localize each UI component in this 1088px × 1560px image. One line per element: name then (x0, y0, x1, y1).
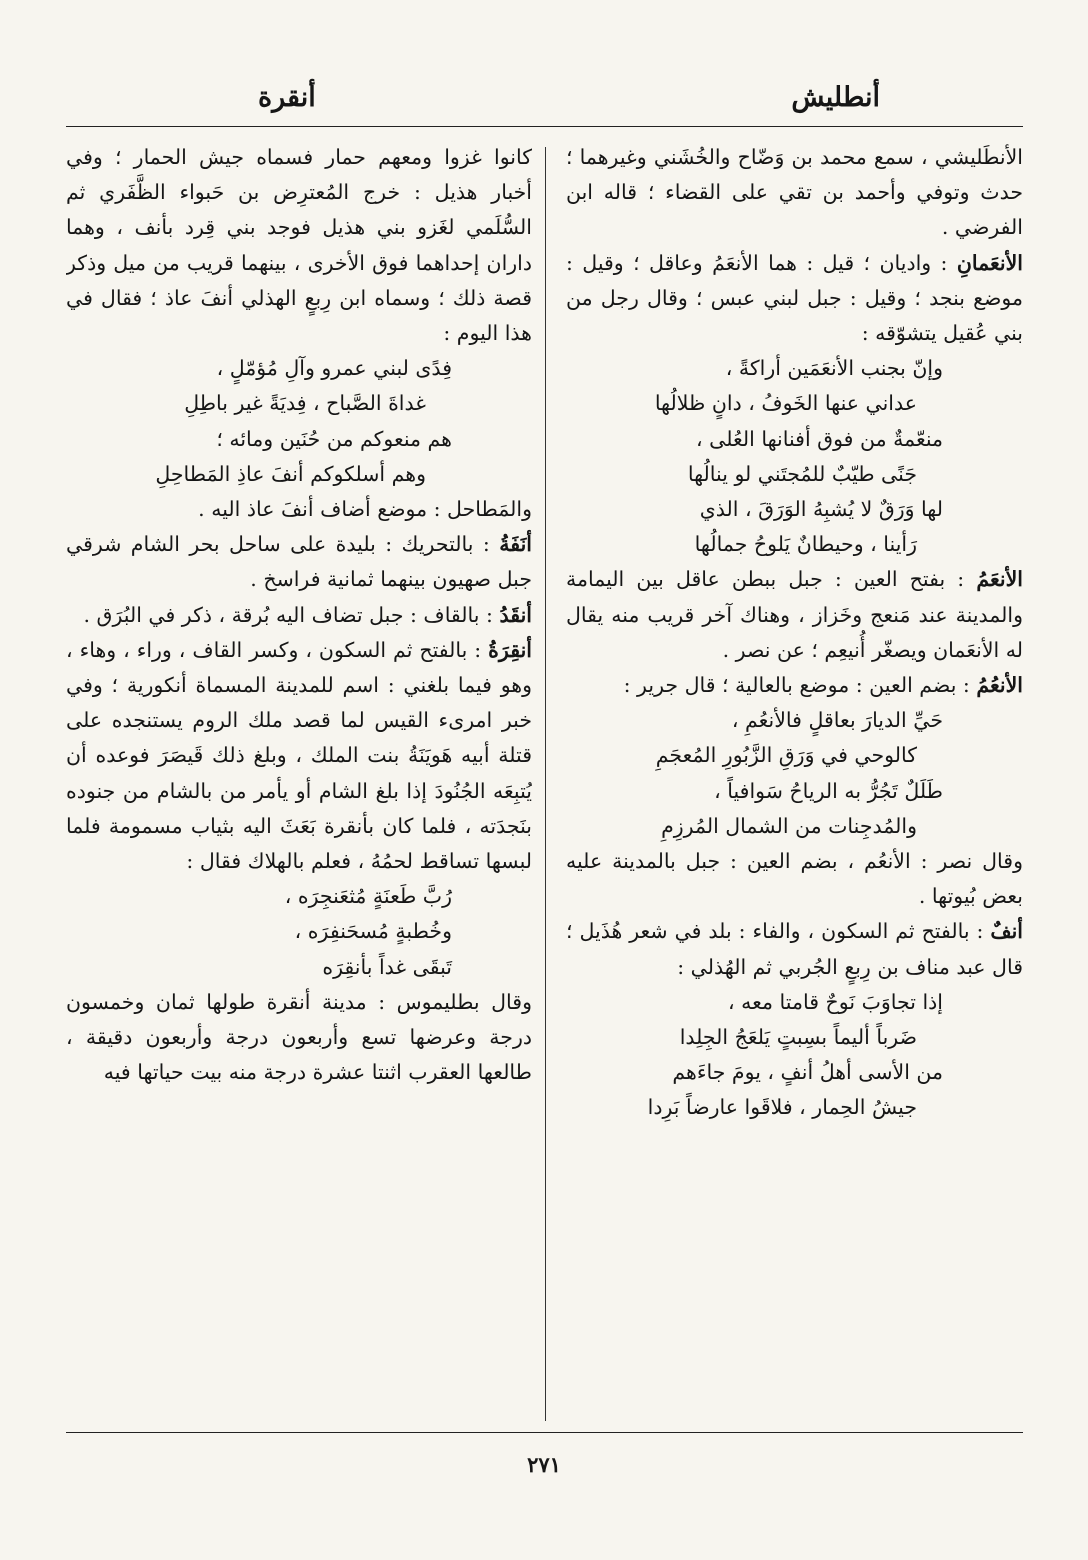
verse-line: لها وَرَقٌ لا يُشبِهُ الوَرَقَ ، الذي (699, 497, 943, 522)
left-column (66, 140, 532, 1425)
verse-line: من الأسى أهلُ أنفٍ ، يومَ جاءَهم (672, 1060, 943, 1085)
verse-line: وإنّ بجنب الأنعَمَين أراكةً ، (725, 356, 943, 381)
entry-headword: أنقَدُ (499, 602, 532, 627)
verse-line: إذا تجاوَبَ نَوحٌ قامتا معه ، (728, 989, 943, 1014)
page-number: ٢٧١ (527, 1452, 561, 1477)
running-header-left: أنقرة (258, 82, 316, 113)
verse-line: حَيِّ الديارَ بعاقلٍ فالأنعُمِ ، (731, 708, 943, 733)
verse (566, 985, 1023, 1055)
verse (566, 1055, 1023, 1125)
verse-line: غداةَ الصَّباح ، فِديَةً غير باطِلِ (184, 391, 426, 416)
verse-line: جيشُ الحِمار ، فلاقَوا عارضاً بَرِدا (647, 1095, 917, 1120)
entry-headword: الأنعُمُ (976, 673, 1023, 698)
header-rule (66, 126, 1023, 127)
dictionary-entry (566, 668, 1023, 703)
entry-text: : واديان ؛ قيل : هما الأنعَمُ وعاقل ؛ وقيل : موضع بنجد ؛ وقيل : جبل لبني عبس ؛ وقال رجل من بني عُقيل يتشوّقه : (566, 250, 1023, 346)
verse (566, 492, 1023, 562)
dictionary-entry (66, 598, 532, 633)
column-divider (545, 147, 546, 1421)
verse-line: رَأينا ، وحيطانٌ يَلوحُ جمالُها (694, 532, 917, 557)
entry-text: : بالقاف : جبل تضاف اليه بُرقة ، ذكر في البُرَق . (83, 602, 500, 627)
entry-text: : بالفتح ثم السكون ، والفاء : بلد في شعر هُذَيل ؛ قال عبد مناف بن رِبعٍ الجُربي ثم الهُذلي : (566, 919, 1023, 979)
paragraph: والمَطاحل : موضع أضاف أنفَ عاذ اليه . (198, 497, 532, 522)
verse-line: جَنًى طيّبٌ للمُجتَني لو ينالُها (687, 461, 917, 486)
verse-line: طَلَلٌ تَجُرُّ به الرياحُ سَوافياً ، (714, 778, 943, 803)
entry-text: : بالتحريك : بليدة على ساحل بحر الشام شرقي جبل صهيون بينهما ثمانية فراسخ . (66, 532, 532, 592)
verse-line: منعّمةٌ من فوق أفنانها العُلى ، (695, 426, 943, 451)
entry-headword: أنفٌ (990, 919, 1023, 944)
verse (566, 422, 1023, 492)
dictionary-entry (566, 914, 1023, 984)
verse-line: عداني عنها الخَوفُ ، دانٍ ظلالُها (654, 391, 917, 416)
verse-line: وهم أسلكوكم أنفَ عاذِ المَطاحِلِ (155, 461, 426, 486)
verse (66, 879, 532, 985)
verse-line: هم منعوكم من حُنَين ومائه ؛ (216, 426, 452, 451)
verse (566, 774, 1023, 844)
verse (66, 422, 532, 492)
right-column (566, 140, 1023, 1425)
verse-line: تَبقَى غداً بأنقِرَه (322, 954, 452, 979)
entry-text: : بضم العين : موضع بالعالية ؛ قال جرير : (623, 673, 977, 698)
verse (566, 703, 1023, 773)
entry-headword: أنَفَةُ (499, 532, 532, 557)
paragraph: وقال نصر : الأنعُم ، بضم العين : جبل بالمدينة عليه بعض بُيوتها . (566, 849, 1023, 909)
paragraph: كانوا غزوا ومعهم حمار فسماه جيش الحمار ؛ وفي أخبار هذيل : خرج المُعترِض بن حَبواء الظَّفَري ثم السُّلَمي لغَزو بني هذيل فوجد بني قِرد بأنف ، وهما داران إحداهما فوق الأخرى ، بينهما قريب من ميل وذكر قصة ذلك ؛ وسماه ابن رِبعٍ الهذلي أنفَ عاذ ؛ فقال في هذا اليوم : (66, 145, 532, 346)
verse-line: وخُطبةٍ مُسحَنفِرَه ، (294, 919, 452, 944)
entry-headword: الأنعَمُ (976, 567, 1023, 592)
verse-line: رُبَّ طَعنَةٍ مُثعَنجِرَه ، (284, 884, 452, 909)
verse (566, 351, 1023, 421)
entry-text: : بالفتح ثم السكون ، وكسر القاف ، وراء ، وهاء ، وهو فيما بلغني : اسم للمدينة المسماة أنكورية ؛ وفي خبر امرىء القيس لما قصد ملك الروم يستنجده على قتلة أبيه هَويَنَةُ بنت الملك ، وبلغ ذلك قَيصَرَ فوعده أن يُتبِعَه الجُنُودَ إذا بلغ الشام أو يأمر من بالشام من جنوده بنَجدَته ، فلما كان بأنقرة بَعَثَ اليه بثياب مسمومة فلما لبسها تساقط لحمُهُ ، فعلم بالهلاك فقال : (66, 637, 532, 874)
verse-line: فِدًى لبني عمرو وآلِ مُؤمّلٍ ، (216, 356, 452, 381)
entry-headword: أنقِرَةُ (488, 637, 532, 662)
verse-line: والمُدجِنات من الشمال المُرزِمِ (661, 813, 917, 838)
dictionary-entry (66, 527, 532, 597)
paragraph: وقال بطليموس : مدينة أنقرة طولها ثمان وخمسون درجة وعرضها تسع وأربعون درجة وأربعون دقيقة ، طالعها العقرب اثنتا عشرة درجة منه بيت حياتها فيه (66, 989, 532, 1085)
footer-rule (66, 1432, 1023, 1433)
dictionary-entry (566, 562, 1023, 668)
dictionary-entry (66, 633, 532, 879)
verse-line: ضَرباً أليماً بسِبتٍ يَلعَجُ الجِلِدا (679, 1025, 917, 1050)
entry-headword: الأنعَمانِ (956, 250, 1023, 275)
verse-line: كالوحي في وَرَقِ الزَّبُورِ المُعجَمِ (655, 743, 917, 768)
paragraph: الأنطَليشي ، سمع محمد بن وَضّاح والخُشَني وغيرهما ؛ حدث وتوفي وأحمد بن تقي على القضاء ؛ قاله ابن الفرضي . (566, 145, 1023, 240)
verse (66, 351, 532, 421)
dictionary-entry (566, 246, 1023, 352)
running-header-right: أنطليش (791, 82, 880, 113)
entry-text: : بفتح العين : جبل ببطن عاقل بين اليمامة والمدينة عند مَنعج وخَزاز ، وهناك آخر قريب منه يقال له الأنعَمان ويصغّر أُنيعِم ؛ عن نصر . (566, 567, 1023, 662)
